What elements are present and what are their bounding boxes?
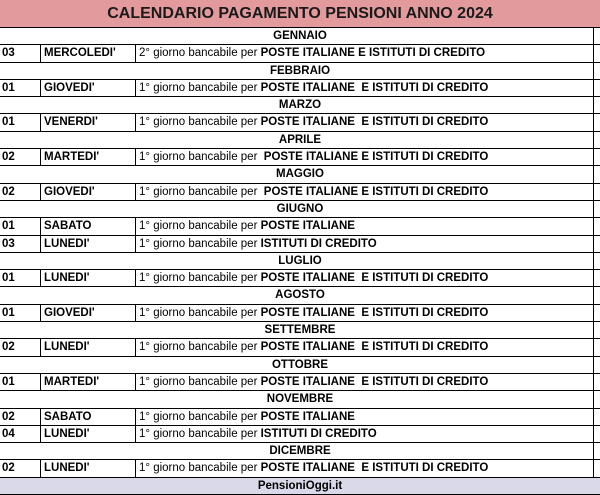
month-label: GIUGNO — [276, 202, 324, 215]
cell-border — [593, 201, 594, 217]
description-prefix: 2° giorno bancabile per — [139, 47, 261, 60]
month-header-row — [0, 391, 600, 408]
payment-row — [0, 409, 600, 426]
description-prefix: 1° giorno bancabile per — [139, 237, 261, 250]
description-prefix: 1° giorno bancabile per — [139, 185, 264, 198]
description-cell — [135, 218, 594, 234]
payment-row — [0, 45, 600, 62]
description-prefix: 1° giorno bancabile per — [139, 306, 261, 319]
month-label: AGOSTO — [275, 289, 325, 302]
month-header-row — [0, 28, 600, 45]
description-recipient: POSTE ITALIANE E ISTITUTI DI CREDITO — [263, 151, 489, 164]
payment-row — [0, 149, 600, 166]
weekday-cell: LUNEDI' — [40, 460, 135, 476]
description-cell — [135, 305, 594, 321]
day-cell: 01 — [2, 272, 15, 285]
cell-border — [593, 97, 594, 113]
sheet-title: CALENDARIO PAGAMENTO PENSIONI ANNO 2024 — [0, 0, 600, 28]
cell-border — [593, 132, 594, 148]
weekday-cell: MARTEDI' — [40, 149, 135, 165]
month-header-row — [0, 132, 600, 149]
weekday-cell: MERCOLEDI' — [40, 45, 135, 61]
weekday-cell: MARTEDI' — [40, 374, 135, 390]
description-cell — [135, 270, 594, 286]
description-recipient: POSTE ITALIANE E ISTITUTI DI CREDITO — [260, 341, 489, 354]
description-prefix: 1° giorno bancabile per — [139, 462, 261, 475]
payment-row — [0, 80, 600, 97]
month-header-row — [0, 97, 600, 114]
description-cell — [135, 460, 594, 476]
month-label: DICEMBRE — [269, 445, 331, 458]
month-header-row — [0, 166, 600, 183]
payment-row — [0, 426, 600, 443]
cell-border — [593, 357, 594, 373]
weekday-cell: SABATO — [40, 218, 135, 234]
cell-border — [593, 443, 594, 459]
month-label: MARZO — [278, 99, 322, 112]
description-recipient: POSTE ITALIANE E ISTITUTI DI CREDITO — [260, 81, 489, 94]
day-cell: 01 — [2, 81, 15, 94]
cell-border — [593, 218, 594, 234]
month-label: LUGLIO — [278, 254, 322, 267]
day-cell: 04 — [2, 427, 15, 440]
description-cell — [135, 114, 594, 130]
description-prefix: 1° giorno bancabile per — [139, 81, 261, 94]
month-header-row — [0, 357, 600, 374]
cell-border — [593, 426, 594, 442]
month-header-row — [0, 322, 600, 339]
weekday-cell: SABATO — [40, 409, 135, 425]
cell-border — [593, 166, 594, 182]
weekday-cell: VENERDI' — [40, 114, 135, 130]
cell-border — [593, 460, 594, 476]
cell-border — [593, 236, 594, 252]
weekday-cell: LUNEDI' — [40, 236, 135, 252]
description-cell — [135, 236, 594, 252]
day-cell: 02 — [2, 462, 15, 475]
cell-border — [593, 322, 594, 338]
source-footer — [0, 478, 600, 495]
description-recipient: POSTE ITALIANE — [260, 410, 355, 423]
payment-row — [0, 339, 600, 356]
cell-border — [593, 374, 594, 390]
day-cell: 01 — [2, 116, 15, 129]
month-label: SETTEMBRE — [264, 324, 336, 337]
description-cell — [135, 45, 594, 61]
payment-row — [0, 114, 600, 131]
cell-border — [593, 149, 594, 165]
day-cell: 02 — [2, 341, 15, 354]
cell-border — [593, 270, 594, 286]
description-prefix: 1° giorno bancabile per — [139, 272, 261, 285]
month-header-row — [0, 443, 600, 460]
month-label: APRILE — [278, 133, 322, 146]
description-recipient: POSTE ITALIANE E ISTITUTI DI CREDITO — [260, 116, 489, 129]
cell-border — [593, 391, 594, 407]
cell-border — [593, 339, 594, 355]
description-cell — [135, 374, 594, 390]
day-cell: 01 — [2, 375, 15, 388]
description-recipient: ISTITUTI DI CREDITO — [260, 237, 377, 250]
cell-border — [593, 28, 594, 44]
weekday-cell: LUNEDI' — [40, 426, 135, 442]
description-cell — [135, 426, 594, 442]
description-prefix: 1° giorno bancabile per — [139, 375, 261, 388]
description-cell — [135, 339, 594, 355]
month-label: NOVEMBRE — [266, 393, 334, 406]
cell-border — [593, 80, 594, 96]
month-label: FEBBRAIO — [269, 64, 331, 77]
payment-row — [0, 374, 600, 391]
weekday-cell: GIOVEDI' — [40, 80, 135, 96]
description-cell — [135, 149, 594, 165]
payment-row — [0, 184, 600, 201]
description-recipient: POSTE ITALIANE E ISTITUTI DI CREDITO — [260, 47, 486, 60]
description-prefix: 1° giorno bancabile per — [139, 116, 261, 129]
month-header-row — [0, 287, 600, 304]
description-prefix: 1° giorno bancabile per — [139, 410, 261, 423]
cell-border — [593, 63, 594, 79]
payment-row — [0, 218, 600, 235]
cell-border — [593, 287, 594, 303]
day-cell: 01 — [2, 220, 15, 233]
day-cell: 02 — [2, 151, 15, 164]
weekday-cell: LUNEDI' — [40, 339, 135, 355]
description-prefix: 1° giorno bancabile per — [139, 341, 261, 354]
calendar-rows — [0, 28, 600, 495]
payment-row — [0, 460, 600, 477]
month-header-row — [0, 201, 600, 218]
month-label: OTTOBRE — [271, 358, 328, 371]
cell-border — [593, 114, 594, 130]
description-recipient: POSTE ITALIANE E ISTITUTI DI CREDITO — [260, 462, 489, 475]
day-cell: 01 — [2, 306, 15, 319]
description-recipient: ISTITUTI DI CREDITO — [260, 427, 377, 440]
description-prefix: 1° giorno bancabile per — [139, 151, 264, 164]
cell-border — [593, 45, 594, 61]
month-header-row — [0, 63, 600, 80]
description-recipient: POSTE ITALIANE — [260, 220, 355, 233]
day-cell: 03 — [2, 47, 15, 60]
payment-row — [0, 305, 600, 322]
day-cell: 02 — [2, 185, 15, 198]
description-recipient: POSTE ITALIANE E ISTITUTI DI CREDITO — [263, 185, 489, 198]
weekday-cell: LUNEDI' — [40, 270, 135, 286]
footer-label: PensioniOggi.it — [257, 479, 343, 492]
day-cell: 03 — [2, 237, 15, 250]
description-prefix: 1° giorno bancabile per — [139, 220, 261, 233]
description-recipient: POSTE ITALIANE E ISTITUTI DI CREDITO — [260, 306, 489, 319]
description-cell — [135, 409, 594, 425]
day-cell: 02 — [2, 410, 15, 423]
cell-border — [593, 184, 594, 200]
month-label: GENNAIO — [273, 30, 327, 42]
weekday-cell: GIOVEDI' — [40, 184, 135, 200]
payment-row — [0, 236, 600, 253]
month-label: MAGGIO — [276, 168, 324, 181]
weekday-cell: GIOVEDI' — [40, 305, 135, 321]
payment-row — [0, 270, 600, 287]
month-header-row — [0, 253, 600, 270]
cell-border — [593, 253, 594, 269]
cell-border — [593, 305, 594, 321]
description-recipient: POSTE ITALIANE E ISTITUTI DI CREDITO — [260, 375, 489, 388]
description-prefix: 1° giorno bancabile per — [139, 427, 261, 440]
description-cell — [135, 184, 594, 200]
cell-border — [593, 409, 594, 425]
description-recipient: POSTE ITALIANE E ISTITUTI DI CREDITO — [260, 272, 489, 285]
description-cell — [135, 80, 594, 96]
